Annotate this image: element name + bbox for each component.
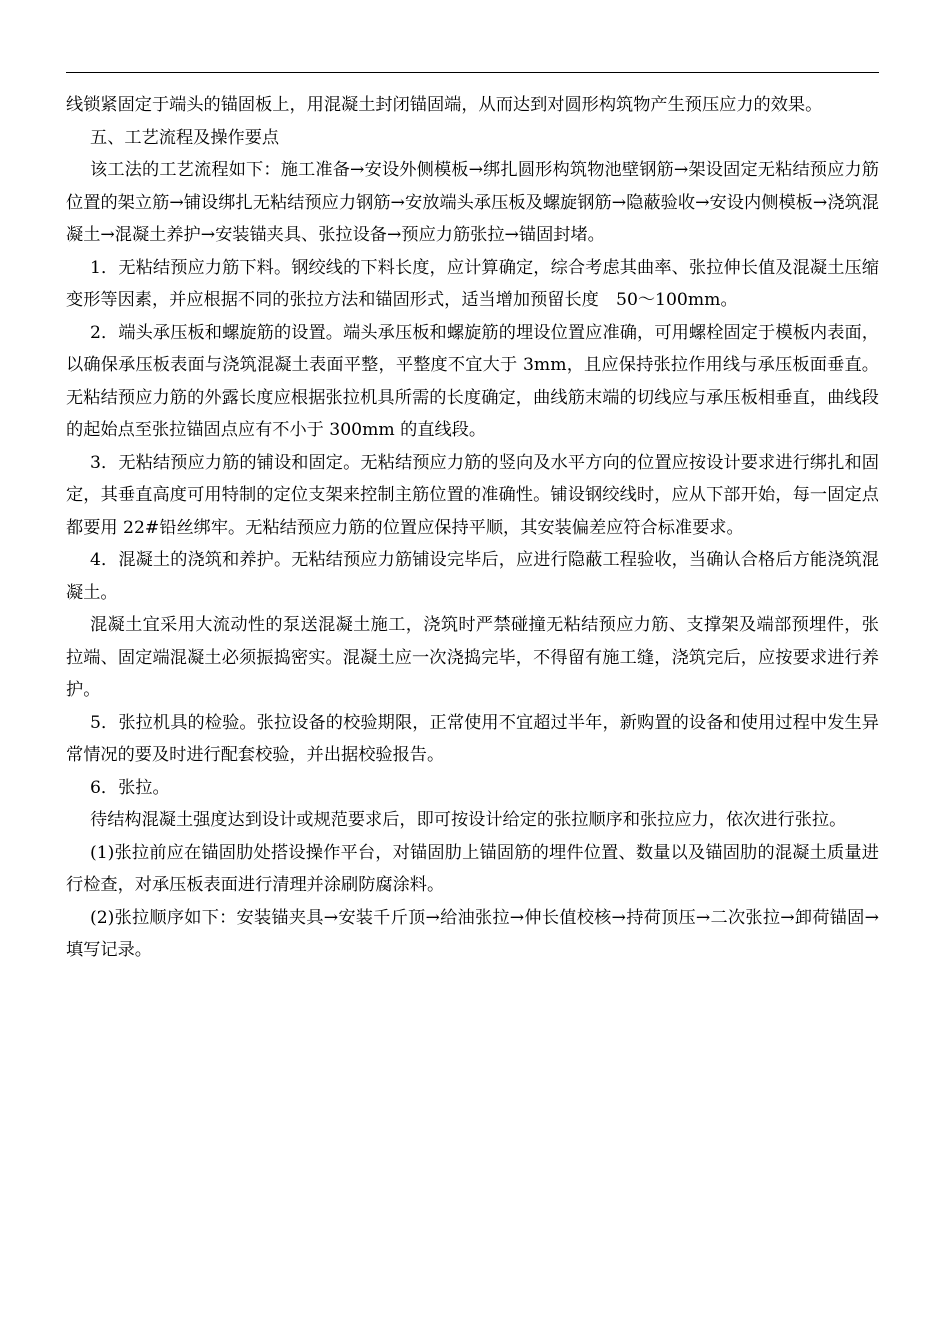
paragraph: 3．无粘结预应力筋的铺设和固定。无粘结预应力筋的竖向及水平方向的位置应按设计要求进行绑扎和固定，其垂直高度可用特制的定位支架来控制主筋位置的准确性。铺设钢绞线时，应从下部开始，每一固定点都要用 22#铅丝绑牢。无粘结预应力筋的位置应保持平顺，其安装偏差应符合标准要求。 <box>66 452 879 538</box>
paragraph: 该工法的工艺流程如下：施工准备→安设外侧模板→绑扎圆形构筑物池壁钢筋→架设固定无粘结预应力筋位置的架立筋→铺设绑扎无粘结预应力钢筋→安放端头承压板及螺旋钢筋→隐蔽验收→安设内侧模板→浇筑混凝土→混凝土养护→安装锚夹具、张拉设备→预应力筋张拉→锚固封堵。 <box>66 160 879 245</box>
paragraph: (1)张拉前应在锚固肋处搭设操作平台，对锚固肋上锚固筋的埋件位置、数量以及锚固肋的混凝土质量进行检查，对承压板表面进行清理并涂刷防腐涂料。 <box>66 842 879 895</box>
document-body <box>66 89 879 967</box>
section-heading: 五、工艺流程及操作要点 <box>90 127 280 148</box>
paragraph: (2)张拉顺序如下：安装锚夹具→安装千斤顶→给油张拉→伸长值校核→持荷顶压→二次张拉→卸荷锚固→填写记录。 <box>66 907 879 960</box>
paragraph: 1．无粘结预应力筋下料。钢绞线的下料长度，应计算确定，综合考虑其曲率、张拉伸长值及混凝土压缩变形等因素，并应根据不同的张拉方法和锚固形式，适当增加预留长度 50～100mm。 <box>66 257 879 310</box>
paragraph: 4．混凝土的浇筑和养护。无粘结预应力筋铺设完毕后，应进行隐蔽工程验收，当确认合格后方能浇筑混凝土。 <box>66 550 879 603</box>
paragraph: 6．张拉。 <box>90 777 170 798</box>
paragraph: 混凝土宜采用大流动性的泵送混凝土施工，浇筑时严禁碰撞无粘结预应力筋、支撑架及端部预埋件，张拉端、固定端混凝土必须振捣密实。混凝土应一次浇捣完毕，不得留有施工缝，浇筑完后，应按要求进行养护。 <box>66 615 879 700</box>
paragraph: 待结构混凝土强度达到设计或规范要求后，即可按设计给定的张拉顺序和张拉应力，依次进行张拉。 <box>90 810 847 830</box>
header-rule <box>66 72 879 73</box>
paragraph: 线锁紧固定于端头的锚固板上，用混凝土封闭锚固端，从而达到对圆形构筑物产生预压应力的效果。 <box>66 95 823 115</box>
paragraph: 2．端头承压板和螺旋筋的设置。端头承压板和螺旋筋的埋设位置应准确，可用螺栓固定于模板内表面，以确保承压板表面与浇筑混凝土表面平整，平整度不宜大于 3mm，且应保持张拉作用线与承压板面垂直。无粘结预应力筋的外露长度应根据张拉机具所需的长度确定，曲线筋末端的切线应与承压板相垂直，曲线段的起始点至张拉锚固点应有不小于 300mm 的直线段。 <box>66 322 879 440</box>
paragraph: 5．张拉机具的检验。张拉设备的校验期限，正常使用不宜超过半年，新购置的设备和使用过程中发生异常情况的要及时进行配套校验，并出据校验报告。 <box>66 712 879 765</box>
